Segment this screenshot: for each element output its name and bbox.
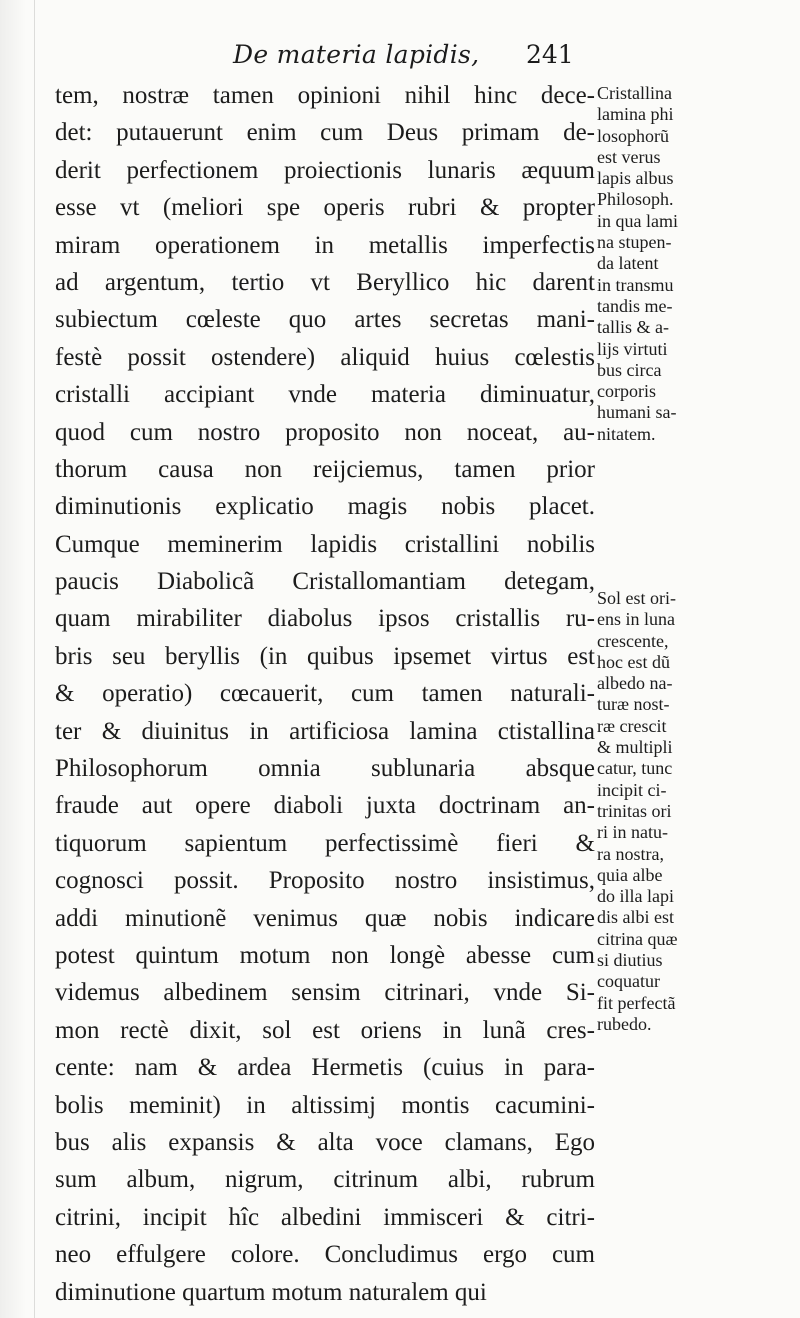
margin-note-line: in qua lami — [597, 210, 678, 231]
text-line: miram operationem in metallis imperfectis — [55, 231, 595, 259]
text-line: festè possit ostendere) aliquid huius cœlestis — [55, 343, 595, 371]
margin-note-line: incipit ci- — [597, 779, 667, 800]
text-line: tem, nostræ tamen opinioni nihil hinc dece- — [55, 82, 595, 109]
margin-note-line: nitatem. — [597, 423, 656, 444]
margin-note-line: ens in luna — [597, 609, 675, 630]
margin-note-line: coquatur — [597, 971, 660, 992]
margin-note-line: lapis albus — [597, 168, 674, 189]
text-line: thorum causa non reijciemus, tamen prior — [55, 455, 595, 483]
text-line: diminutione quartum motum naturalem qui — [55, 1278, 487, 1306]
margin-note-line: do illa lapi — [597, 886, 674, 907]
margin-note-line: quia albe — [597, 864, 663, 885]
margin-note-line: citrina quæ — [597, 928, 678, 949]
margin-note-line: lijs virtuti — [597, 338, 668, 359]
margin-note-line: Philosoph. — [597, 189, 674, 210]
margin-note-line: crescente, — [597, 630, 669, 651]
margin-note-line: trinitas ori — [597, 800, 672, 821]
text-line: cristalli accipiant vnde materia diminuatur, — [55, 381, 595, 409]
text-line: neo effulgere colore. Concludimus ergo cum — [55, 1241, 595, 1269]
margin-note-cristallina — [597, 83, 797, 445]
margin-note-line: Sol est ori- — [597, 588, 676, 608]
page-number: 241 — [526, 40, 574, 69]
text-line: quam mirabiliter diabolus ipsos cristallis ru- — [55, 605, 595, 633]
margin-note-line: dis albi est — [597, 907, 674, 928]
margin-note-line: & multipli — [597, 737, 673, 758]
main-text-block — [55, 77, 595, 1311]
text-line: cente: nam & ardea Hermetis (cuius in para- — [55, 1054, 595, 1082]
text-line: cognosci possit. Proposito nostro insistimus, — [55, 867, 595, 895]
text-line: bus alis expansis & alta voce clamans, Ego — [55, 1128, 595, 1156]
margin-note-line: losophorũ — [597, 125, 669, 146]
text-line: bolis meminit) in altissimj montis cacumini- — [55, 1091, 595, 1119]
margin-note-line: da latent — [597, 253, 659, 274]
text-line: fraude aut opere diaboli juxta doctrinam an- — [55, 792, 595, 820]
text-line: tiquorum sapientum perfectissimè fieri & — [55, 829, 595, 857]
margin-note-line: lamina phi — [597, 104, 674, 125]
margin-note-sol — [597, 588, 797, 1035]
page-header — [0, 40, 800, 80]
margin-note-line: corporis — [597, 381, 656, 402]
margin-note-line: ri in natu- — [597, 822, 668, 843]
text-line: diminutionis explicatio magis nobis placet. — [55, 493, 595, 521]
margin-note-line: catur, tunc — [597, 758, 673, 779]
margin-note-line: tallis & a- — [597, 317, 669, 338]
margin-note-line: rubedo. — [597, 1013, 652, 1034]
text-line: mon rectè dixit, sol est oriens in lunã cres- — [55, 1016, 595, 1044]
text-line: videmus albedinem sensim citrinari, vnde Si- — [55, 979, 595, 1007]
text-line: det: putauerunt enim cum Deus primam de- — [55, 119, 595, 147]
running-title: De materia lapidis, — [233, 40, 480, 69]
text-line: ter & diuinitus in artificiosa lamina ctistallina — [55, 717, 595, 745]
text-line: ad argentum, tertio vt Beryllico hic darent — [55, 268, 595, 296]
text-line: Philosophorum omnia sublunaria absque — [55, 755, 595, 783]
margin-note-line: fit perfectã — [597, 992, 676, 1013]
margin-note-line: ræ crescit — [597, 715, 667, 736]
page-gutter — [34, 0, 35, 1318]
text-line: Cumque meminerim lapidis cristallini nobilis — [55, 530, 595, 558]
margin-note-line: humani sa- — [597, 402, 677, 423]
margin-note-line: ra nostra, — [597, 843, 664, 864]
text-line: sum album, nigrum, citrinum albi, rubrum — [55, 1166, 595, 1194]
text-line: potest quintum motum non longè abesse cum — [55, 941, 595, 969]
text-line: derit perfectionem proiectionis lunaris æquum — [55, 156, 595, 184]
text-line: citrini, incipit hîc albedini immisceri & citri- — [55, 1203, 595, 1231]
text-line: esse vt (meliori spe operis rubri & propter — [55, 194, 595, 222]
margin-note-line: est verus — [597, 146, 661, 167]
text-line: paucis Diabolicã Cristallomantiam detegam, — [55, 568, 595, 596]
margin-note-line: turæ nost- — [597, 694, 670, 715]
margin-note-line: albedo na- — [597, 673, 673, 694]
margin-note-line: si diutius — [597, 950, 663, 971]
text-line: addi minutionẽ venimus quæ nobis indicare — [55, 904, 595, 932]
text-line: subiectum cœleste quo artes secretas mani- — [55, 306, 595, 334]
margin-note-line: tandis me- — [597, 295, 673, 316]
text-line: bris seu beryllis (in quibus ipsemet virtus est — [55, 642, 595, 670]
margin-note-line: na stupen- — [597, 232, 672, 253]
margin-note-line: hoc est dũ — [597, 651, 670, 672]
margin-note-line: Cristallina — [597, 83, 672, 103]
text-line: quod cum nostro proposito non noceat, au- — [55, 418, 595, 446]
margin-note-line: in transmu — [597, 274, 674, 295]
margin-note-line: bus circa — [597, 359, 662, 380]
text-line: & operatio) cœcauerit, cum tamen naturali- — [55, 680, 595, 708]
